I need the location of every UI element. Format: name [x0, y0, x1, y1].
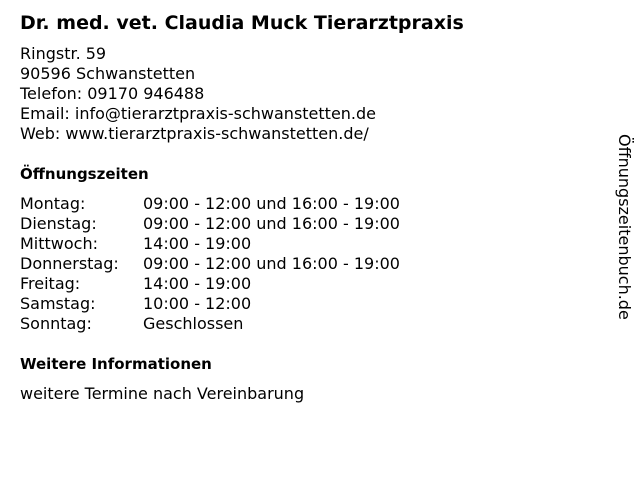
day-label: Mittwoch: [20, 234, 98, 253]
day-label: Montag: [20, 194, 86, 213]
site-watermark: Öffnungszeitenbuch.de [615, 134, 634, 320]
street-address: Ringstr. 59 [20, 44, 107, 63]
hours-row-saturday [20, 294, 400, 314]
phone-number: Telefon: 09170 946488 [20, 84, 205, 103]
website-address: Web: www.tierarztpraxis-schwanstetten.de/ [20, 124, 369, 143]
further-info-heading: Weitere Informationen [20, 355, 212, 373]
hours-value: Geschlossen [143, 314, 244, 333]
contact-block [20, 44, 376, 144]
further-info-text: weitere Termine nach Vereinbarung [20, 384, 305, 403]
email-address: Email: info@tierarztpraxis-schwanstetten.de [20, 104, 377, 123]
day-label: Freitag: [20, 274, 81, 293]
hours-value: 09:00 - 12:00 und 16:00 - 19:00 [143, 214, 400, 233]
hours-row-wednesday [20, 234, 400, 254]
city-address: 90596 Schwanstetten [20, 64, 196, 83]
practice-title: Dr. med. vet. Claudia Muck Tierarztpraxis [20, 12, 464, 34]
day-label: Samstag: [20, 294, 96, 313]
hours-value: 14:00 - 19:00 [143, 234, 252, 253]
day-label: Donnerstag: [20, 254, 119, 273]
hours-row-friday [20, 274, 400, 294]
hours-row-thursday [20, 254, 400, 274]
hours-row-sunday [20, 314, 400, 334]
day-label: Sonntag: [20, 314, 92, 333]
hours-value: 09:00 - 12:00 und 16:00 - 19:00 [143, 194, 400, 213]
hours-value: 14:00 - 19:00 [143, 274, 252, 293]
day-label: Dienstag: [20, 214, 97, 233]
hours-row-monday [20, 194, 400, 214]
hours-row-tuesday [20, 214, 400, 234]
hours-value: 10:00 - 12:00 [143, 294, 252, 313]
hours-value: 09:00 - 12:00 und 16:00 - 19:00 [143, 254, 400, 273]
opening-hours-table [20, 194, 400, 334]
opening-hours-heading: Öffnungszeiten [20, 165, 149, 183]
